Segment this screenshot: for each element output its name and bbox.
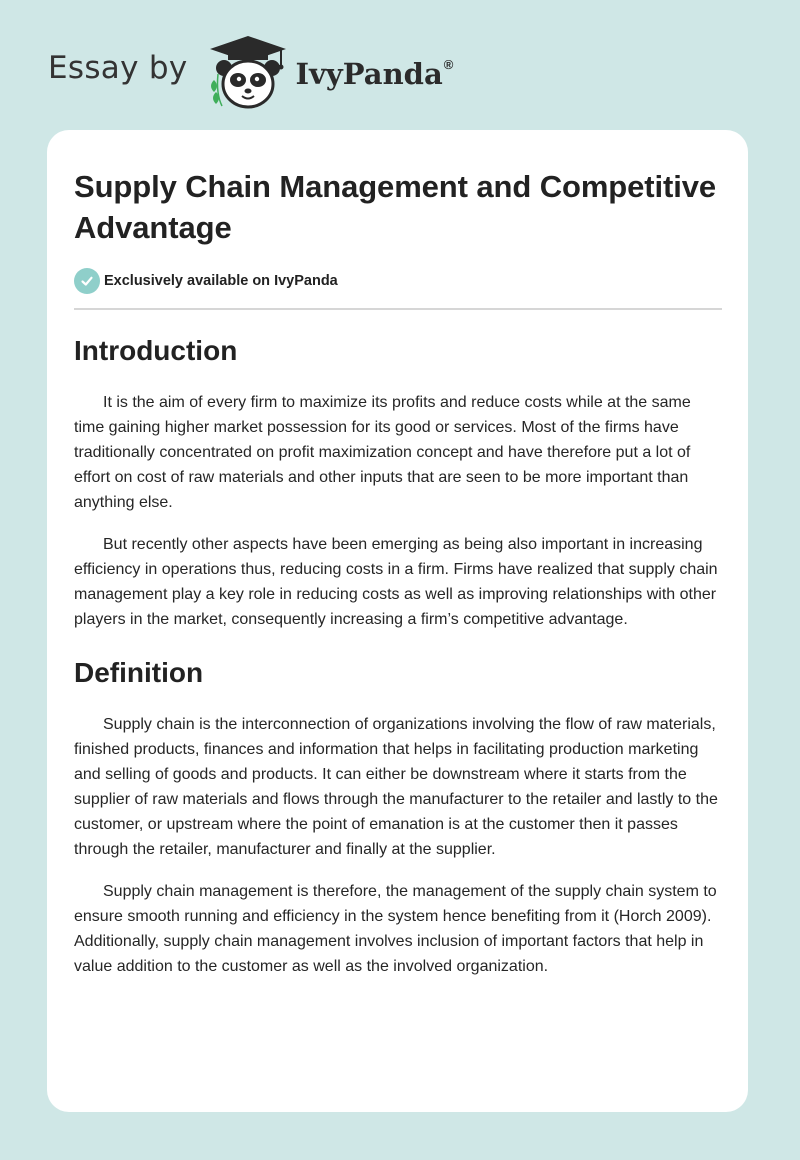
paragraph: Supply chain management is therefore, the management of the supply chain system to ensure smooth running and efficiency in the system hence benefiting from it (Horch 2009). Additionally, supply chain management involves inclusion of important factors that help in value addition to the customer as well as the involved organization. [74, 883, 717, 975]
brand-name[interactable]: IvyPanda® [295, 57, 454, 91]
essay-card [47, 130, 748, 1112]
check-icon [74, 268, 100, 294]
exclusive-badge [74, 268, 722, 310]
paragraph: It is the aim of every firm to maximize its profits and reduce costs while at the same time gaining higher market possession for its good or services. Most of the firms have traditionally concentrated on profit maximization concept and have therefore put a lot of effort on cost of raw materials and other inputs that are seen to be more important than anything else. [74, 394, 691, 511]
paragraph: But recently other aspects have been emerging as being also important in increasing efficiency in operations thus, reducing costs in a firm. Firms have realized that supply chain management play a key role in reducing costs as well as improving relationships with other players in the market, consequently increasing a firm’s competitive advantage. [74, 536, 718, 628]
section-heading-definition: Definition [74, 657, 204, 688]
essay-by-label: Essay by [48, 50, 188, 86]
site-header [48, 34, 453, 110]
exclusive-badge-text: Exclusively available on IvyPanda [104, 273, 338, 289]
section-heading-introduction: Introduction [74, 335, 238, 366]
essay-title: Supply Chain Management and Competitive Advantage [74, 169, 717, 245]
panda-logo-icon[interactable] [206, 34, 290, 110]
registered-mark: ® [443, 57, 454, 73]
paragraph: Supply chain is the interconnection of organizations involving the flow of raw materials, finished products, finances and information that helps in facilitating production marketing and selling of goods and products. It can either be downstream where it starts from the supplier of raw materials and flows through the manufacturer to the retailer and lastly to the customer, or upstream where the point of emanation is at the customer then it passes through the retailer, manufacturer and finally at the supplier. [74, 716, 718, 858]
